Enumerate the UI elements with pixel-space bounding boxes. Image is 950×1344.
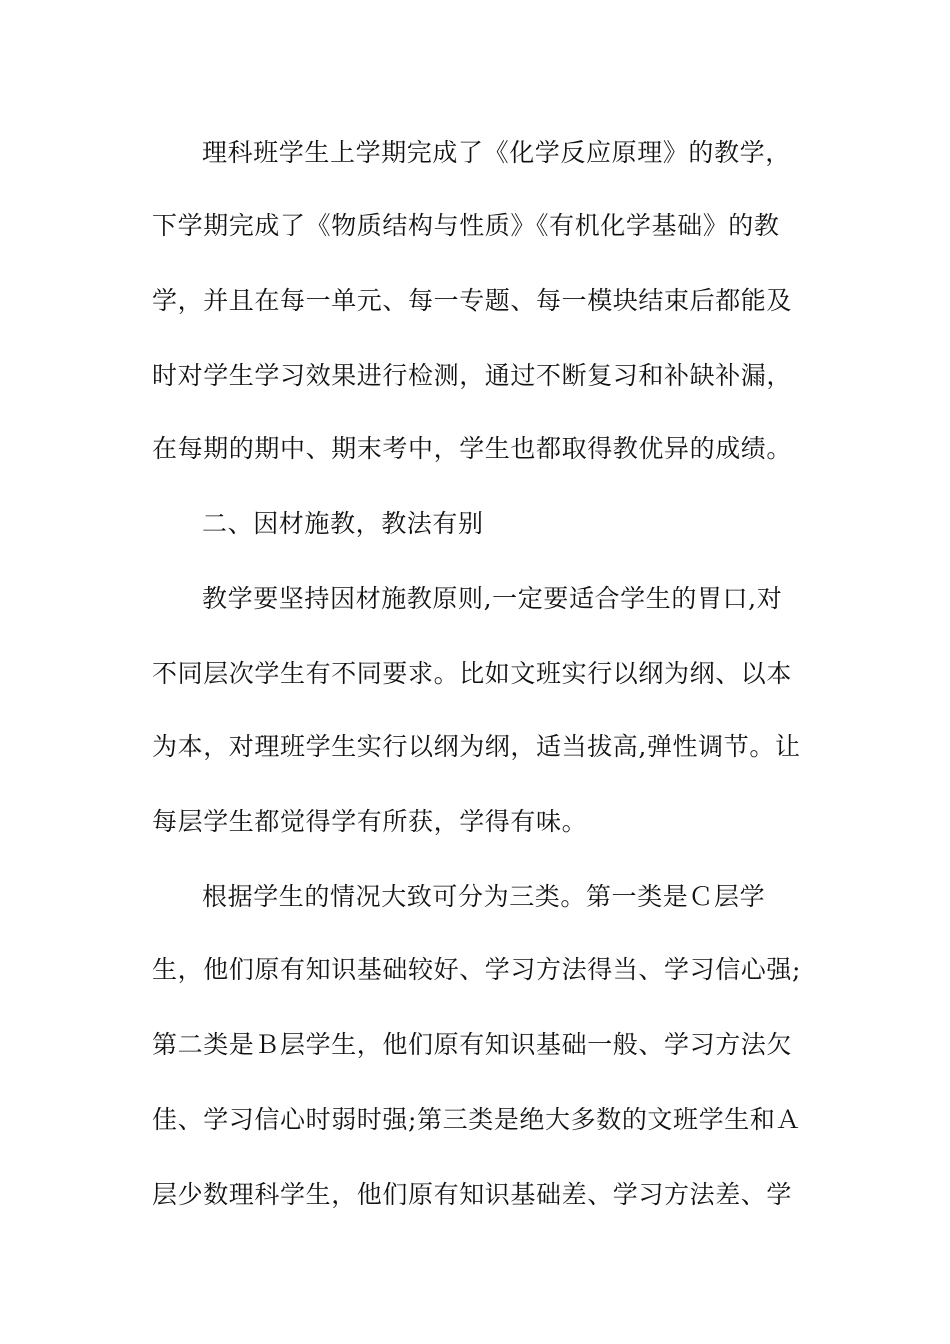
paragraph-1-line-4: 时对学生学习效果进行检测，通过不断复习和补缺补漏，: [152, 361, 793, 390]
paragraph-1-line-5: 在每期的期中、期末考中，学生也都取得教优异的成绩。: [152, 434, 793, 463]
paragraph-3-line-4: 佳、学习信心时弱时强;第三类是绝大多数的文班学生和Ａ: [152, 1105, 802, 1134]
paragraph-3-line-3: 第二类是Ｂ层学生，他们原有知识基础一般、学习方法欠: [152, 1030, 793, 1059]
paragraph-3-line-1: 根据学生的情况大致可分为三类。第一类是Ｃ层学: [202, 882, 766, 911]
paragraph-1-line-2: 下学期完成了《物质结构与性质》《有机化学基础》的教: [152, 211, 780, 240]
paragraph-2-line-2: 不同层次学生有不同要求。比如文班实行以纲为纲、以本: [152, 659, 793, 688]
paragraph-2-line-3: 为本，对理班学生实行以纲为纲，适当拔高,弹性调节。让: [152, 732, 801, 761]
paragraph-2-line-4: 每层学生都觉得学有所获，学得有味。: [152, 807, 588, 836]
paragraph-3-line-2: 生，他们原有知识基础较好、学习方法得当、学习信心强;: [152, 955, 802, 984]
paragraph-1-line-3: 学，并且在每一单元、每一专题、每一模块结束后都能及: [152, 286, 793, 315]
section-heading: 二、因材施教，教法有别: [202, 509, 484, 538]
paragraph-1-line-1: 理科班学生上学期完成了《化学反应原理》的教学，: [202, 138, 791, 167]
paragraph-3-line-5: 层少数理科学生，他们原有知识基础差、学习方法差、学: [152, 1180, 793, 1209]
paragraph-2-line-1: 教学要坚持因材施教原则,一定要适合学生的胃口,对: [202, 584, 783, 613]
